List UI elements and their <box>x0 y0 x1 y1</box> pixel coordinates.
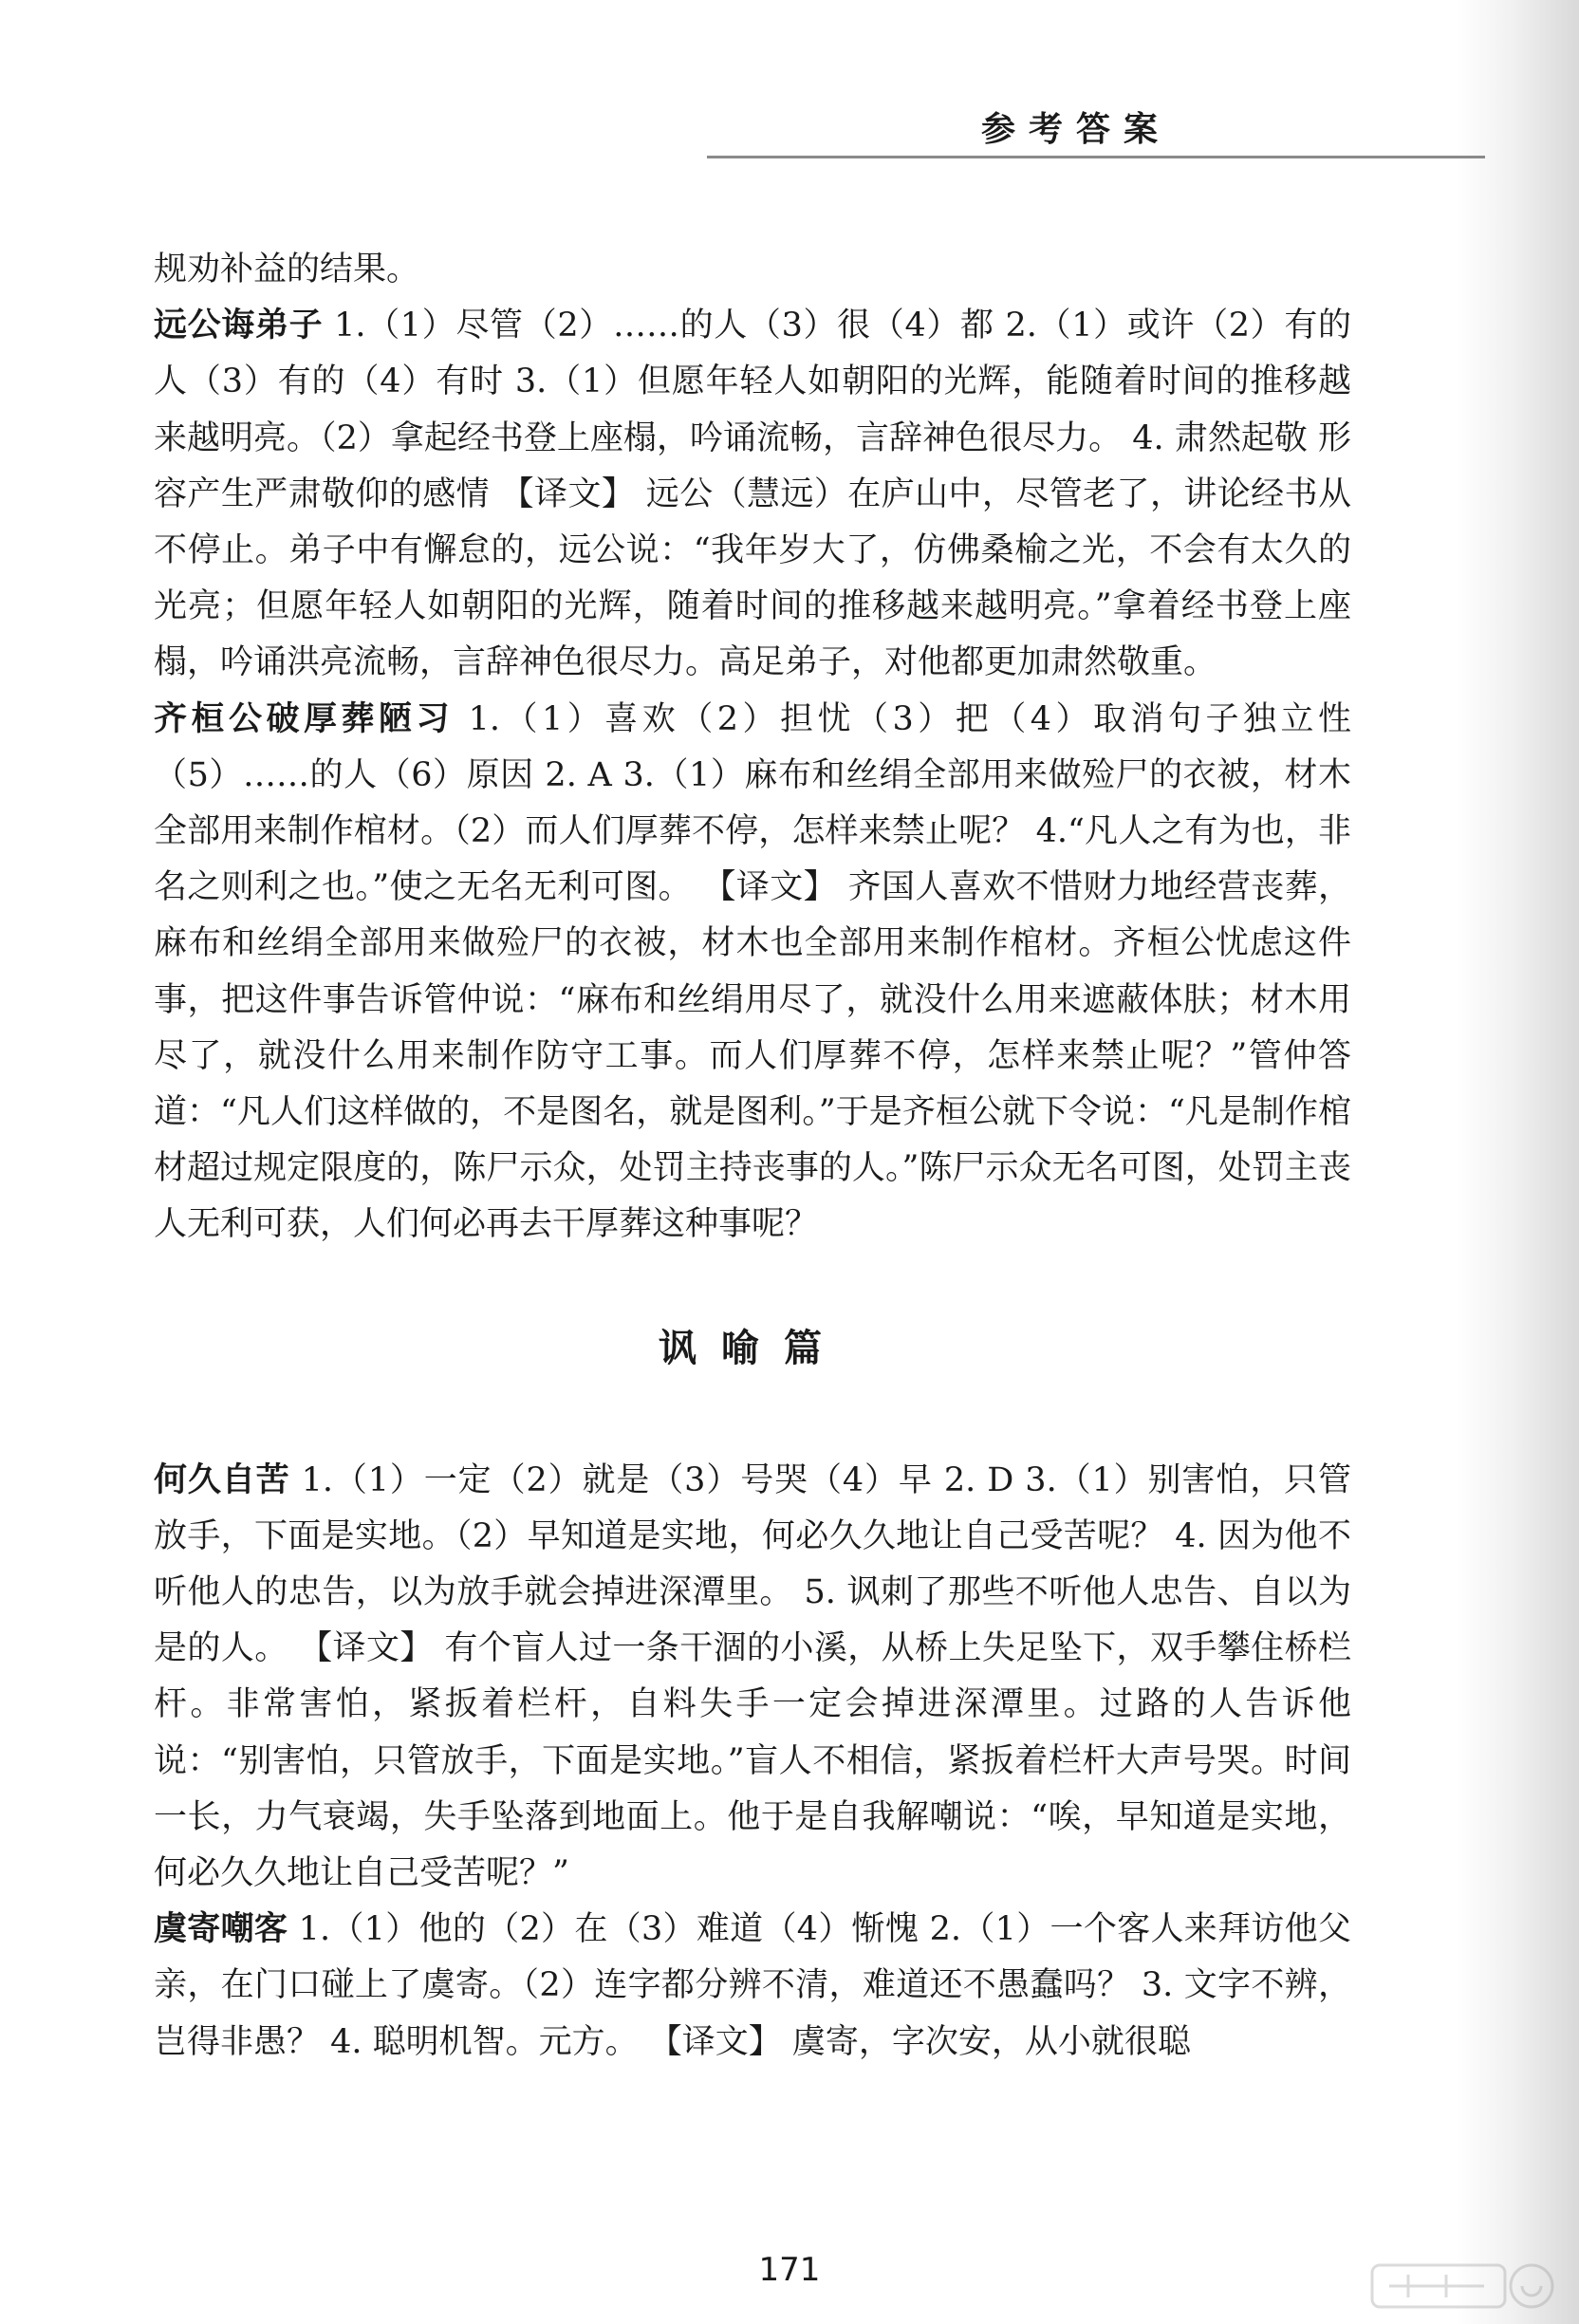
paragraph-qihuangong <box>154 692 1351 1254</box>
paragraph-lead-title: 何久自苦 <box>154 1460 290 1499</box>
paragraph-text: 规劝补益的结果。 <box>154 251 420 288</box>
paragraph-lead-title: 远公诲弟子 <box>154 307 324 345</box>
paragraph-lead-title: 虞寄嘲客 <box>154 1910 288 1949</box>
paragraph-lead-title: 齐桓公破厚葬陋习 <box>154 699 454 738</box>
page-header-title: 参考答案 <box>980 109 1171 149</box>
paragraph-yujichaoke <box>154 1902 1351 2071</box>
paragraph-hejiuziku <box>154 1453 1351 1903</box>
watermark-logo <box>1370 2258 1560 2315</box>
page-number: 171 <box>758 2251 821 2289</box>
paragraph-text: 1.（1）他的（2）在（3）难道（4）惭愧 2.（1）一个客人来拜访他父亲，在门口碰上了虞寄。（2）连字都分辨不清，难道还不愚蠢吗？ 3. 文字不辨，岂得非愚？ 4. 聪明机智。元方。 【译文】 虞寄，字次安，从小就很聪 <box>154 1910 1351 2061</box>
section-title: 讽喻篇 <box>659 1325 846 1370</box>
answer-body <box>154 242 1351 2071</box>
paragraph-yuangong <box>154 298 1351 691</box>
paragraph-text: 1.（1）尽管（2）……的人（3）很（4）都 2.（1）或许（2）有的人（3）有的（4）有时 3.（1）但愿年轻人如朝阳的光辉，能随着时间的推移越来越明亮。（2）拿起经书登上座榻，吟诵流畅，言辞神色很尽力。 4. 肃然起敬 形容产生严肃敬仰的感情 【译文】 远公（慧远）在庐山中，尽管老了，讲论经书从不停止。弟子中有懈怠的，远公说：“我年岁大了，仿佛桑榆之光，不会有太久的光亮；但愿年轻人如朝阳的光辉，随着时间的推移越来越明亮。”拿着经书登上座榻，吟诵洪亮流畅，言辞神色很尽力。高足弟子，对他都更加肃然敬重。 <box>154 307 1351 682</box>
paragraph-continuation <box>154 242 1351 298</box>
paragraph-text: 1.（1）一定（2）就是（3）号哭（4）早 2. D 3.（1）别害怕，只管放手，下面是实地。（2）早知道是实地，何必久久地让自己受苦呢？ 4. 因为他不听他人的忠告，以为放手就会掉进深潭里。 5. 讽刺了那些不听他人忠告、自以为是的人。 【译文】 有个盲人过一条干涸的小溪，从桥上失足坠下，双手攀住桥栏杆。非常害怕，紧扳着栏杆，自料失手一定会掉进深潭里。过路的人告诉他说：“别害怕，只管放手，下面是实地。”盲人不相信，紧扳着栏杆大声号哭。时间一长，力气衰竭，失手坠落到地面上。他于是自我解嘲说：“唉，早知道是实地，何必久久地让自己受苦呢？” <box>154 1460 1351 1893</box>
paragraph-text: 1.（1）喜欢（2）担忧（3）把（4）取消句子独立性（5）……的人（6）原因 2. A 3.（1）麻布和丝绢全部用来做殓尸的衣被，材木全部用来制作棺材。（2）而人们厚葬不停，怎样来禁止呢？ 4.“凡人之有为也，非名之则利之也。”使之无名无利可图。 【译文】 齐国人喜欢不惜财力地经营丧葬，麻布和丝绢全部用来做殓尸的衣被，材木也全部用来制作棺材。齐桓公忧虑这件事，把这件事告诉管仲说：“麻布和丝绢用尽了，就没什么用来遮蔽体肤；材木用尽了，就没什么用来制作防守工事。而人们厚葬不停，怎样来禁止呢？”管仲答道：“凡人们这样做的，不是图名，就是图利。”于是齐桓公就下令说：“凡是制作棺材超过规定限度的，陈尸示众，处罚主持丧事的人。”陈尸示众无名可图，处罚主丧人无利可获，人们何必再去干厚葬这种事呢？ <box>154 699 1351 1244</box>
header-rule <box>707 156 1485 158</box>
page-edge-shadow <box>1456 0 1579 2324</box>
